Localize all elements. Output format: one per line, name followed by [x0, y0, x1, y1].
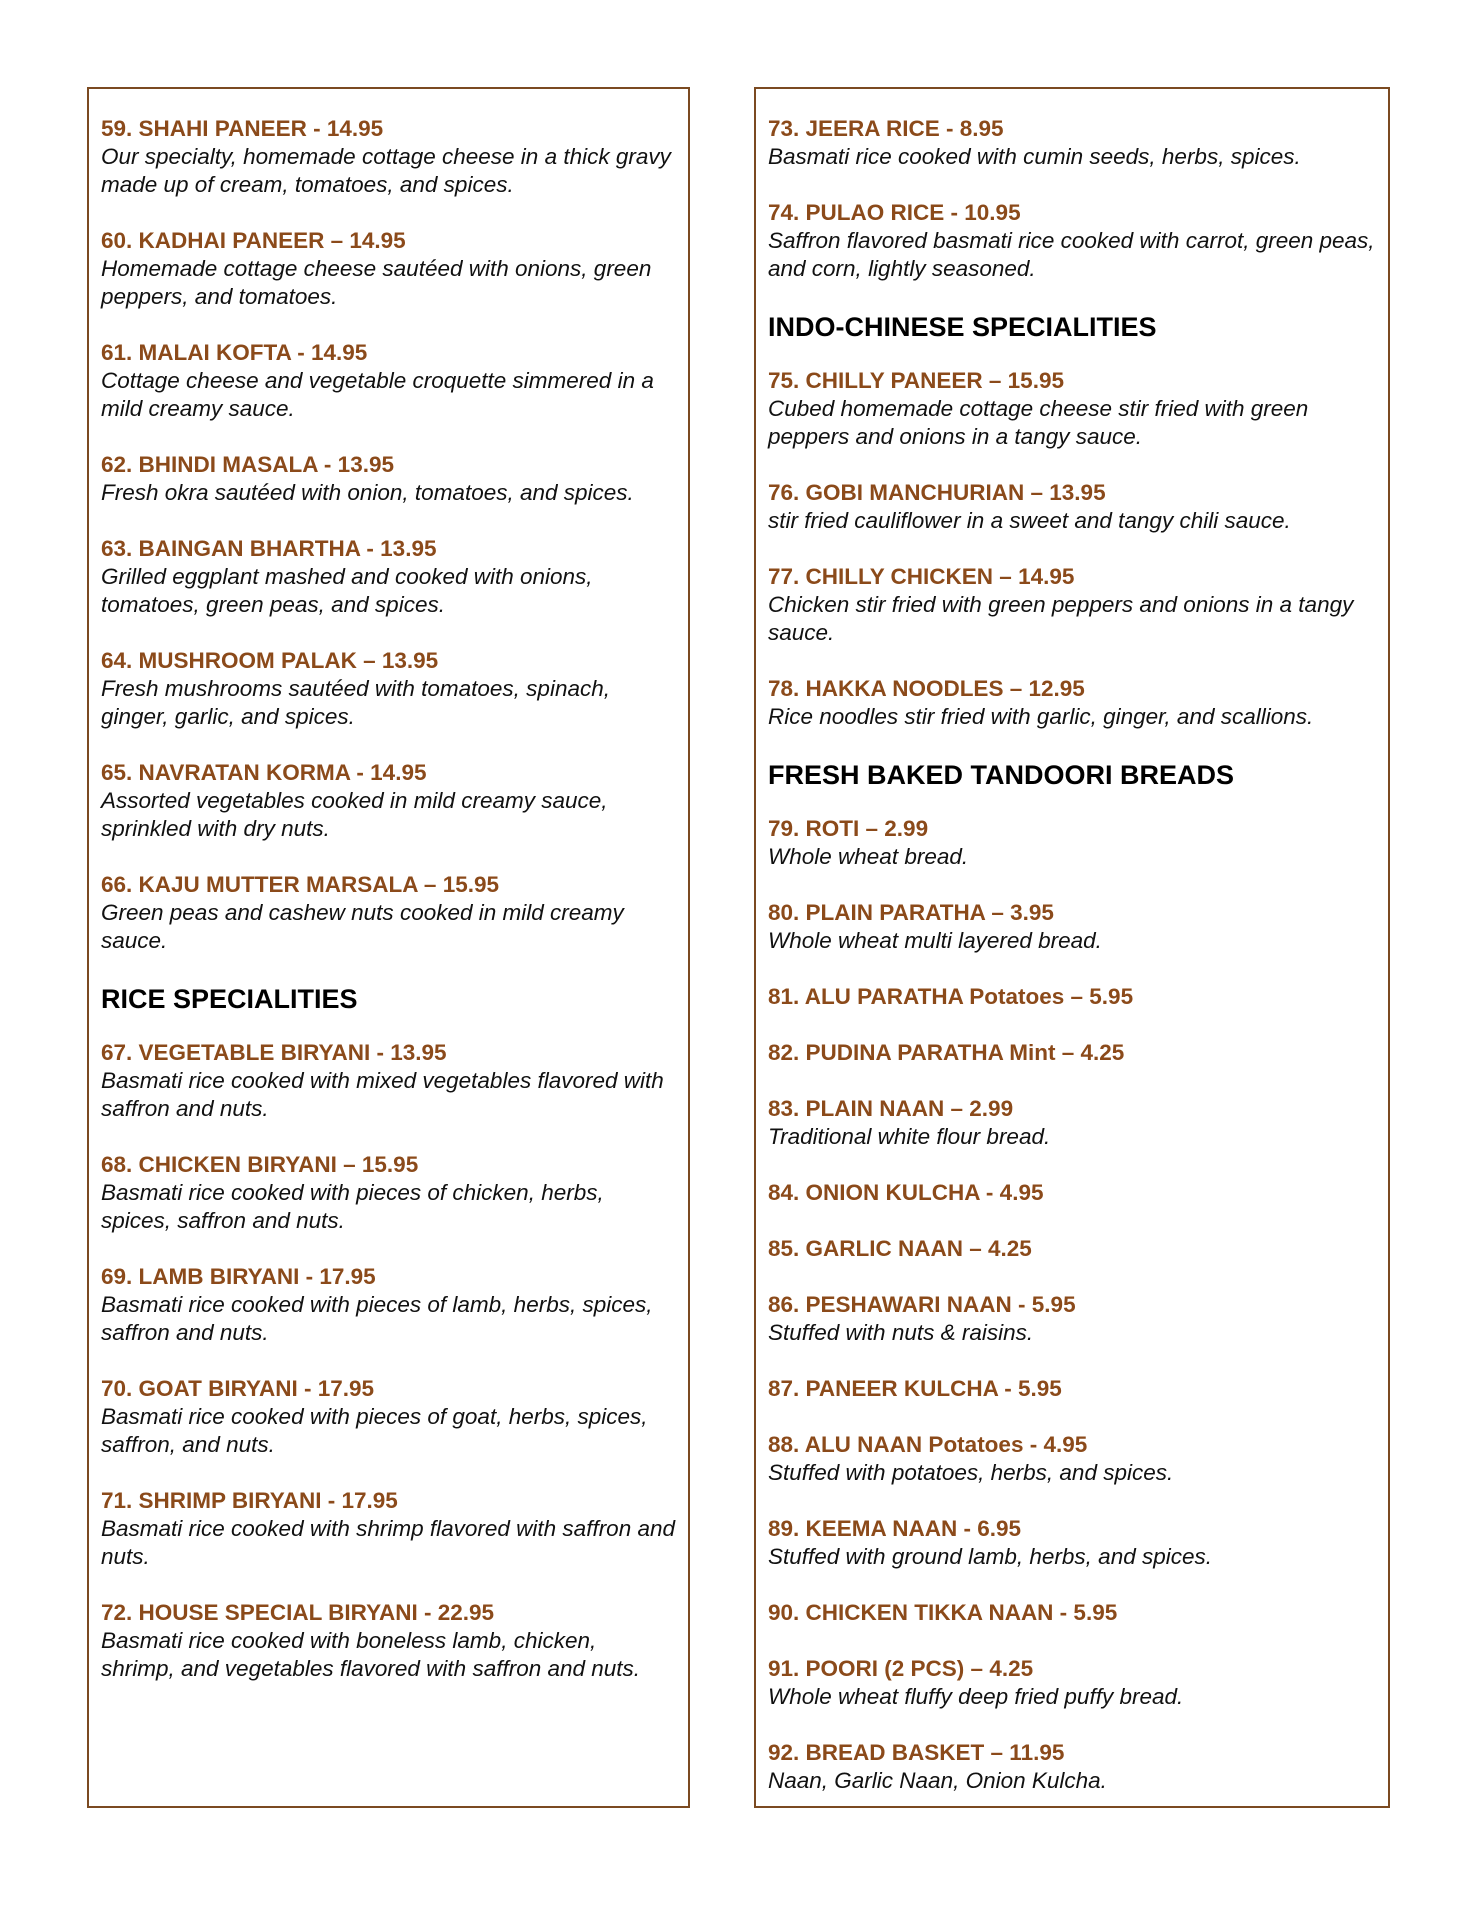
- menu-item: [768, 1599, 1376, 1627]
- menu-item-title: 83. PLAIN NAAN – 2.99: [768, 1096, 1014, 1121]
- menu-item: [101, 451, 676, 507]
- menu-item-title: 85. GARLIC NAAN – 4.25: [768, 1236, 1032, 1261]
- menu-item-title: 69. LAMB BIRYANI - 17.95: [101, 1264, 376, 1289]
- menu-column-left: [87, 87, 690, 1808]
- menu-item: [768, 1739, 1376, 1795]
- menu-item-title: 92. BREAD BASKET – 11.95: [768, 1740, 1065, 1765]
- menu-item-title: 72. HOUSE SPECIAL BIRYANI - 22.95: [101, 1600, 495, 1625]
- menu-item-title: 59. SHAHI PANEER - 14.95: [101, 116, 384, 141]
- menu-item-description: Stuffed with nuts & raisins.: [768, 1320, 1034, 1345]
- menu-item-description: Basmati rice cooked with shrimp flavored with saffron and nuts.: [101, 1516, 676, 1569]
- menu-item: [768, 1655, 1376, 1711]
- menu-item-description: Basmati rice cooked with cumin seeds, herbs, spices.: [768, 144, 1301, 169]
- menu-item-description: Whole wheat multi layered bread.: [768, 928, 1102, 953]
- menu-item-title: 74. PULAO RICE - 10.95: [768, 200, 1021, 225]
- menu-item-description: Cubed homemade cottage cheese stir fried with green peppers and onions in a tangy sauce.: [768, 396, 1309, 449]
- menu-item-description: Cottage cheese and vegetable croquette simmered in a mild creamy sauce.: [101, 368, 654, 421]
- menu-item: [101, 1599, 676, 1683]
- menu-item: [768, 983, 1376, 1011]
- menu-column-right: [754, 87, 1390, 1808]
- menu-item-title: 84. ONION KULCHA - 4.95: [768, 1180, 1044, 1205]
- menu-item: [768, 1431, 1376, 1487]
- menu-item-title: 78. HAKKA NOODLES – 12.95: [768, 676, 1085, 701]
- menu-item-description: Basmati rice cooked with pieces of lamb, herbs, spices, saffron and nuts.: [101, 1292, 653, 1345]
- menu-item-title: 82. PUDINA PARATHA Mint – 4.25: [768, 1040, 1125, 1065]
- menu-item-description: Basmati rice cooked with pieces of chicken, herbs, spices, saffron and nuts.: [101, 1180, 604, 1233]
- menu-item: [101, 759, 676, 843]
- menu-item-description: Fresh mushrooms sautéed with tomatoes, spinach, ginger, garlic, and spices.: [101, 676, 610, 729]
- menu-item: [768, 479, 1376, 535]
- menu-item-title: 68. CHICKEN BIRYANI – 15.95: [101, 1152, 419, 1177]
- menu-item-title: 63. BAINGAN BHARTHA - 13.95: [101, 536, 437, 561]
- menu-item-title: 81. ALU PARATHA Potatoes – 5.95: [768, 984, 1134, 1009]
- menu-item-title: 73. JEERA RICE - 8.95: [768, 116, 1004, 141]
- menu-item: [768, 1375, 1376, 1403]
- menu-item-title: 91. POORI (2 PCS) – 4.25: [768, 1656, 1034, 1681]
- section-heading-fresh-baked-tandoori-breads: FRESH BAKED TANDOORI BREADS: [768, 760, 1235, 790]
- menu-item-description: Fresh okra sautéed with onion, tomatoes, and spices.: [101, 480, 634, 505]
- menu-item-title: 62. BHINDI MASALA - 13.95: [101, 452, 394, 477]
- menu-item-title: 65. NAVRATAN KORMA - 14.95: [101, 760, 427, 785]
- menu-item-title: 88. ALU NAAN Potatoes - 4.95: [768, 1432, 1088, 1457]
- menu-item-title: 70. GOAT BIRYANI - 17.95: [101, 1376, 375, 1401]
- menu-item: [768, 199, 1376, 283]
- menu-item: [101, 115, 676, 199]
- menu-item-description: Traditional white flour bread.: [768, 1124, 1051, 1149]
- menu-item-title: 90. CHICKEN TIKKA NAAN - 5.95: [768, 1600, 1118, 1625]
- menu-item: [768, 1291, 1376, 1347]
- menu-item-title: 79. ROTI – 2.99: [768, 816, 929, 841]
- menu-item-description: Grilled eggplant mashed and cooked with onions, tomatoes, green peas, and spices.: [101, 564, 593, 617]
- menu-item: [768, 367, 1376, 451]
- menu-item: [768, 115, 1376, 171]
- menu-item-description: stir fried cauliflower in a sweet and tangy chili sauce.: [768, 508, 1291, 533]
- menu-item-description: Homemade cottage cheese sautéed with onions, green peppers, and tomatoes.: [101, 256, 652, 309]
- menu-item: [101, 1151, 676, 1235]
- menu-item: [101, 1039, 676, 1123]
- menu-item-description: Our specialty, homemade cottage cheese in a thick gravy made up of cream, tomatoes, and spices.: [101, 144, 671, 197]
- menu-item-title: 76. GOBI MANCHURIAN – 13.95: [768, 480, 1106, 505]
- menu-item-description: Assorted vegetables cooked in mild creamy sauce, sprinkled with dry nuts.: [101, 788, 608, 841]
- menu-item-description: Whole wheat fluffy deep fried puffy bread.: [768, 1684, 1184, 1709]
- menu-item-title: 77. CHILLY CHICKEN – 14.95: [768, 564, 1075, 589]
- menu-item-title: 60. KADHAI PANEER – 14.95: [101, 228, 406, 253]
- menu-item: [101, 227, 676, 311]
- menu-item-title: 80. PLAIN PARATHA – 3.95: [768, 900, 1054, 925]
- menu-item-description: Rice noodles stir fried with garlic, ginger, and scallions.: [768, 704, 1314, 729]
- menu-item-title: 66. KAJU MUTTER MARSALA – 15.95: [101, 872, 500, 897]
- menu-item: [768, 1039, 1376, 1067]
- menu-item-description: Whole wheat bread.: [768, 844, 969, 869]
- menu-item: [768, 563, 1376, 647]
- section-heading-indo-chinese-specialities: INDO-CHINESE SPECIALITIES: [768, 312, 1157, 342]
- menu-item-title: 61. MALAI KOFTA - 14.95: [101, 340, 368, 365]
- menu-item: [768, 1515, 1376, 1571]
- menu-item: [101, 647, 676, 731]
- menu-item-description: Chicken stir fried with green peppers and onions in a tangy sauce.: [768, 592, 1354, 645]
- menu-item-title: 87. PANEER KULCHA - 5.95: [768, 1376, 1062, 1401]
- menu-item-title: 67. VEGETABLE BIRYANI - 13.95: [101, 1040, 447, 1065]
- menu-item: [101, 339, 676, 423]
- menu-item-description: Naan, Garlic Naan, Onion Kulcha.: [768, 1768, 1107, 1793]
- menu-item-description: Basmati rice cooked with boneless lamb, chicken, shrimp, and vegetables flavored with saffron and nuts.: [101, 1628, 641, 1681]
- section-heading-rice-specialities: RICE SPECIALITIES: [101, 984, 358, 1014]
- menu-item: [768, 899, 1376, 955]
- menu-item-title: 71. SHRIMP BIRYANI - 17.95: [101, 1488, 398, 1513]
- menu-item: [768, 1235, 1376, 1263]
- menu-item: [101, 1263, 676, 1347]
- menu-item-title: 64. MUSHROOM PALAK – 13.95: [101, 648, 439, 673]
- menu-item: [768, 1095, 1376, 1151]
- menu-item-description: Stuffed with ground lamb, herbs, and spices.: [768, 1544, 1213, 1569]
- menu-item-description: Basmati rice cooked with pieces of goat, herbs, spices, saffron, and nuts.: [101, 1404, 648, 1457]
- menu-item: [101, 1487, 676, 1571]
- menu-item: [101, 1375, 676, 1459]
- menu-item-title: 86. PESHAWARI NAAN - 5.95: [768, 1292, 1076, 1317]
- menu-item: [768, 1179, 1376, 1207]
- menu-item: [768, 815, 1376, 871]
- menu-item: [768, 675, 1376, 731]
- menu-item: [101, 535, 676, 619]
- menu-item-description: Green peas and cashew nuts cooked in mild creamy sauce.: [101, 900, 624, 953]
- menu-item-title: 75. CHILLY PANEER – 15.95: [768, 368, 1064, 393]
- menu-item: [101, 871, 676, 955]
- menu-item-description: Stuffed with potatoes, herbs, and spices.: [768, 1460, 1174, 1485]
- menu-item-description: Basmati rice cooked with mixed vegetables flavored with saffron and nuts.: [101, 1068, 664, 1121]
- menu-item-title: 89. KEEMA NAAN - 6.95: [768, 1516, 1021, 1541]
- menu-item-description: Saffron flavored basmati rice cooked with carrot, green peas, and corn, lightly seasoned.: [768, 228, 1375, 281]
